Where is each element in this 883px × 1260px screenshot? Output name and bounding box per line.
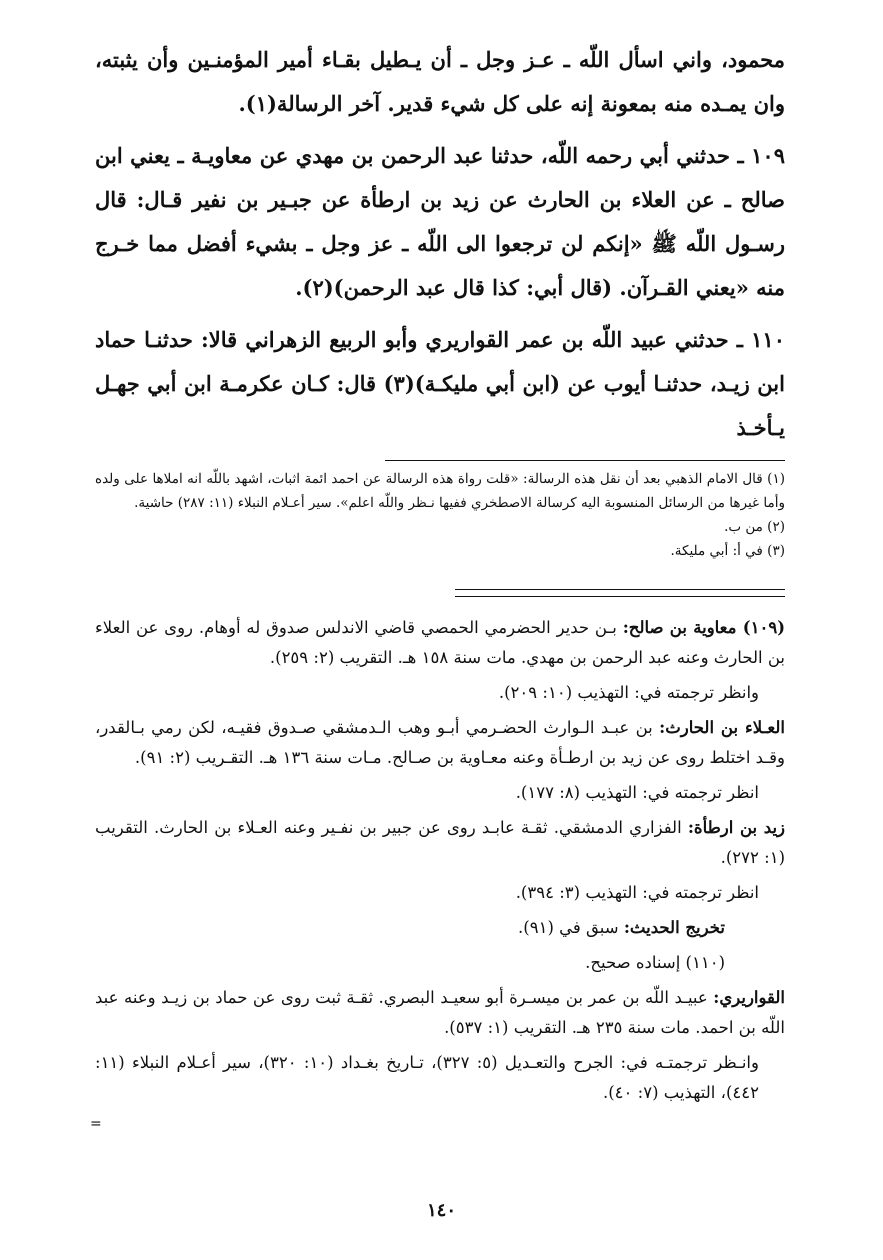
page-number: ١٤٠ (426, 1200, 456, 1221)
note-text: بـن حدير الحضرمي الحمصي قاضي الاندلس صدوق له أوهام. روى عن العلاء بن الحارث وعنه عبد الرحمن بن مهدي. مات سنة ١٥٨ هـ. التقريب (٢: ٢٥٩). (95, 618, 785, 667)
note-text: سبق في (٩١). (518, 918, 624, 937)
note-reference: انظر ترجمته في: التهذيب (٣: ٣٩٤). (515, 883, 759, 902)
note-zayd (95, 813, 785, 873)
note-heading: زيد بن ارطأة: (687, 818, 785, 837)
hadith-109: ١٠٩ ـ حدثني أبي رحمه اللّه، حدثنا عبد الرحمن بن مهدي عن معاويـة ـ يعني ابن صالح ـ عن العلاء بن الحارث عن زيد بن ارطأة عن جبـير بن نفير قـال: قال رسـول اللّه ﷺ «إنكم لن ترجعوا الى اللّه ـ عز وجل ـ بشيء أفضل مما خـرج منه «يعني القـرآن. (قال أبي: كذا قال عبد الرحمن)(٢). (95, 143, 785, 300)
note-heading: تخريج الحديث: (623, 918, 725, 937)
note-heading: القواريري: (713, 988, 785, 1007)
main-text (95, 38, 785, 450)
note-reference: وانظر ترجمته في: التهذيب (١٠: ٢٠٩). (498, 683, 759, 702)
note-reference: وانـظر ترجمتـه في: الجرح والتعـديل (٥: ٣٢٧)، تـاريخ بغـداد (١٠: ٣٢٠)، سير أعـلام النبلاء (١١: ٤٤٢)، التهذيب (٧: ٤٠). (95, 1053, 759, 1102)
footnote-separator (385, 460, 785, 461)
commentary-separator (455, 589, 785, 597)
note-takhrij (95, 913, 785, 943)
note-heading: العـلاء بن الحارث: (659, 718, 785, 737)
note-alaa (95, 713, 785, 773)
commentary (95, 613, 785, 1108)
footnotes (95, 467, 785, 563)
footnote-3: (٣) في أ: أبي مليكة. (670, 543, 785, 559)
note-text: الفزاري الدمشقي. ثقـة عابـد روى عن جبير بن نفـير وعنه العـلاء بن الحارث. التقريب (١: ٢٧٢). (95, 818, 785, 867)
note-qawariri (95, 983, 785, 1043)
note-reference: انظر ترجمته في: التهذيب (٨: ١٧٧). (515, 783, 759, 802)
main-paragraph-1: محمود، واني اسأل اللّه ـ عـز وجل ـ أن يـطيل بقـاء أمير المؤمنـين وأن يثبته، وان يمـده منه بمعونة إنه على كل شيء قدير. آخر الرسالة(١). (95, 47, 785, 116)
note-isnad: (١١٠) إسناده صحيح. (585, 953, 725, 972)
note-muawiya (95, 613, 785, 673)
note-text: بن عبـد الـوارث الحضـرمي أبـو وهب الـدمشقي صـدوق فقيـه، لكن رمي بـالقدر، وقـد اختلط روى عن زيد بن ارطـأة وعنه معـاوية بن صـالح. مـات سنة ١٣٦ هـ. التقـريب (٢: ٩١). (95, 718, 785, 767)
margin-mark: = (90, 1116, 102, 1132)
page (95, 38, 785, 1113)
footnote-2: (٢) من ب. (724, 519, 785, 535)
note-heading: (١٠٩) معاوية بن صالح: (622, 618, 785, 637)
hadith-110: ١١٠ ـ حدثني عبيد اللّه بن عمر القواريري وأبو الربيع الزهراني قالا: حدثنـا حماد ابن زيـد، حدثنـا أيوب عن (ابن أبي مليكـة)(٣) قال: كـان عكرمـة ابن أبي جهـل يـأخـذ (95, 327, 785, 440)
note-text: عبيـد اللّه بن عمر بن ميسـرة أبو سعيـد البصري. ثقـة ثبت روى عن حماد بن زيـد وعنه عبد اللّه بن احمد. مات سنة ٢٣٥ هـ. التقريب (١: ٥٣٧). (95, 988, 785, 1037)
footnote-1: (١) قال الامام الذهبي بعد أن نقل هذه الرسالة: «قلت رواة هذه الرسالة عن احمد ائمة اثبات، اشهد باللّه انه املاها على ولده وأما غيرها من الرسائل المنسوبة اليه كرسالة الاصطخري ففيها نـظر واللّه اعلم». سير أعـلام النبلاء (١١: ٢٨٧) حاشية. (95, 471, 785, 511)
